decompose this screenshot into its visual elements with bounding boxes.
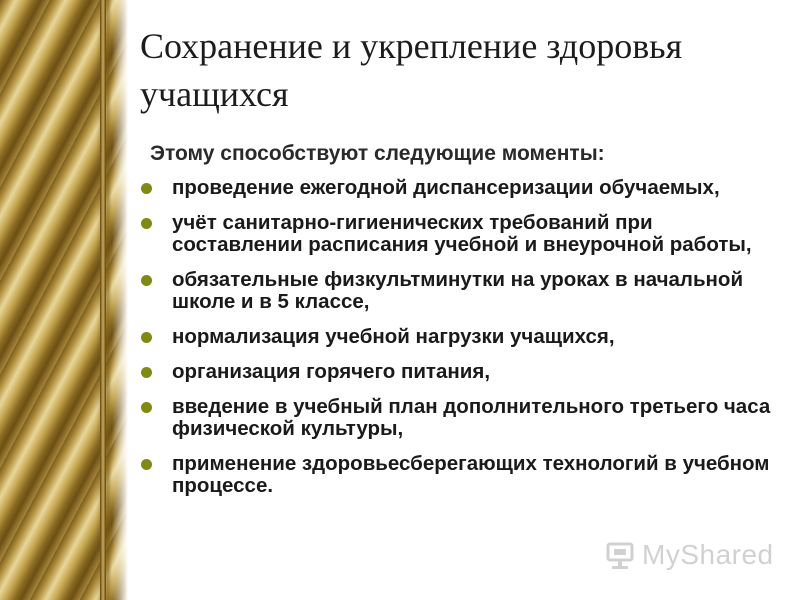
bullet-text: нормализация учебной нагрузки учащихся,: [172, 325, 615, 348]
bullet-dot-icon: [141, 402, 152, 413]
bullet-dot-icon: [141, 218, 152, 229]
bullet-item: [136, 177, 776, 199]
bullet-list: [136, 177, 776, 510]
bullet-text: введение в учебный план дополнительного третьего часа физической культуры,: [172, 395, 771, 440]
watermark-text: MyShared: [642, 539, 774, 570]
slide-title: Сохранение и укрепление здоровья учащихся: [140, 26, 683, 114]
bullet-dot-icon: [141, 332, 152, 343]
bullet-dot-icon: [141, 459, 152, 470]
bullet-text: учёт санитарно-гигиенических требований при составлении расписания учебной и внеурочной работы,: [172, 211, 752, 256]
bullet-text: применение здоровьесберегающих технологий в учебном процессе.: [172, 452, 770, 497]
bullet-text: обязательные физкультминутки на уроках в начальной школе и в 5 классе,: [172, 268, 744, 313]
bullet-item: [136, 453, 776, 497]
bullet-text: организация горячего питания,: [172, 360, 491, 383]
bullet-item: [136, 326, 776, 348]
bullet-text: проведение ежегодной диспансеризации обучаемых,: [172, 176, 720, 199]
bullet-item: [136, 269, 776, 313]
bullet-dot-icon: [141, 367, 152, 378]
bullet-dot-icon: [141, 275, 152, 286]
bullet-dot-icon: [141, 183, 152, 194]
slide-subtitle: Этому способствуют следующие моменты:: [150, 142, 605, 165]
decorative-border: [0, 0, 128, 600]
bullet-item: [136, 212, 776, 256]
bullet-item: [136, 396, 776, 440]
watermark: [604, 538, 774, 572]
bullet-item: [136, 361, 776, 383]
myshared-logo-icon: [604, 538, 638, 572]
